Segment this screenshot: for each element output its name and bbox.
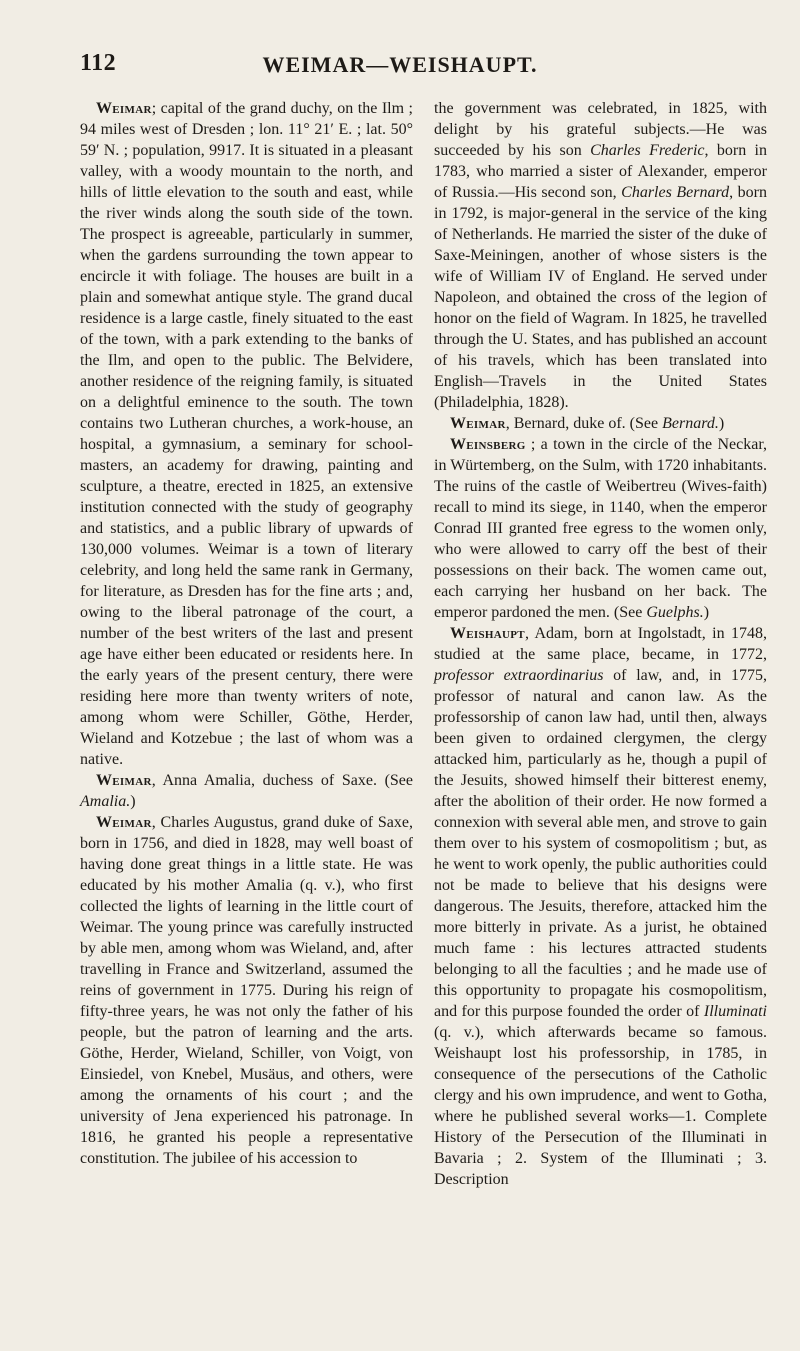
italic-reference: professor extraordinarius (434, 667, 604, 684)
page-header (0, 50, 800, 82)
entry-headword: Weimar (450, 415, 506, 432)
encyclopedia-entry (80, 770, 413, 812)
italic-reference: Charles Frederic (590, 142, 705, 159)
entry-text: of law, and, in 1775, professor of natural and canon law. As the professorship of canon law had, until then, always been given to ordained clergymen, the clergy attacked him, particularly as he, though a pupil of the Jesuits, showed himself their bitterest enemy, after the abolition of their order. He now formed a connexion with several able men, and strove to gain them over to his system of cosmopolitism ; but, as he went to work openly, the public authorities could not be made to believe that his designs were dangerous. The Jesuits, therefore, attacked him the more bitterly in private. As a jurist, he obtained much fame : his lectures attracted students belonging to all the faculties ; and he made use of this opportunity to propagate his cosmopolitism, and for this purpose founded the order of (434, 667, 767, 1020)
entry-text: , Bernard, duke of. (See (505, 415, 663, 432)
entry-headword: Weinsberg (450, 436, 526, 453)
right-column (434, 98, 767, 1190)
encyclopedia-entry (434, 434, 767, 623)
encyclopedia-entry (80, 98, 413, 770)
page-number: 112 (80, 50, 117, 76)
encyclopedia-entry (434, 623, 767, 1190)
running-head: WEIMAR—WEISHAUPT. (262, 52, 538, 77)
entry-text: ; capital of the grand duchy, on the Ilm ; 94 miles west of Dresden ; lon. 11° 21′ E. ; lat. 50° 59′ N. ; population, 9917. It is situated in a pleasant valley, with a woody mountain to the north, and hills of little elevation to the south and east, while the river winds along the south side of the town. The prospect is agreeable, particularly in summer, when the gardens surrounding the town appear to encircle it with foliage. The houses are built in a plain and somewhat antique style. The grand ducal residence is a large castle, finely situated to the east of the town, with a park extending to the banks of the Ilm, and open to the public. The Belvidere, another residence of the reigning family, is situated on a delightful eminence to the south. The town contains two Lutheran churches, a work-house, an hospital, a gymnasium, a seminary for school-masters, an academy for drawing, painting and sculpture, a theatre, erected in 1825, an extensive institution connected with the study of geography and statistics, and a public library of upwards of 130,000 volumes. Weimar is a town of literary celebrity, and long held the same rank in Germany, for literature, as Dresden has for the fine arts ; and, owing to the liberal patronage of the court, a number of the best writers of the last and present age have either been educated or residents here. In the early years of the present century, there were residing here more than twenty writers of note, among whom were Schiller, Göthe, Herder, Wieland and Kotzebue ; the last of whom was a native. (80, 100, 413, 768)
italic-reference: Illuminati (703, 1003, 767, 1020)
entry-headword: Weimar (96, 772, 152, 789)
entry-text: , Anna Amalia, duchess of Saxe. (See (151, 772, 413, 789)
entry-text: ; a town in the circle of the Neckar, in Würtemberg, on the Sulm, with 1720 inhabitants. The ruins of the castle of Weibertreu (Wives-faith) recall to mind its siege, in 1140, when the emperor Conrad III granted free egress to the women only, who were allowed to carry off the best of their possessions on their back. The women came out, each carrying her husband on her back. The emperor pardoned the men. (See (434, 436, 767, 621)
italic-reference: Charles Bernard (621, 184, 730, 201)
entry-text: , born in 1792, is major-general in the service of the king of Netherlands. He married the sister of the duke of Saxe-Meiningen, another of whose sisters is the wife of William IV of England. He served under Napoleon, and obtained the cross of the legion of honor on the field of Wagram. In 1825, he travelled through the U. States, and has published an account of his travels, which has been translated into English—Travels in the United States (Philadelphia, 1828). (434, 184, 767, 411)
encyclopedia-entry (80, 812, 413, 1169)
italic-reference: Bernard. (662, 415, 719, 432)
entry-text: , born in 1783, who married a sister of Alexander, emperor of Russia.—His second son, (434, 142, 767, 201)
italic-reference: Amalia. (80, 793, 131, 810)
entry-headword: Weimar (96, 814, 152, 831)
entry-text: ) (718, 415, 725, 432)
entry-text: (q. v.), which afterwards became so famous. Weishaupt lost his professorship, in 1785, in consequence of the persecutions of the Catholic clergy and his own imprudence, and went to Gotha, where he published several works—1. Complete History of the Persecution of the Illuminati in Bavaria ; 2. System of the Illuminati ; 3. Description (434, 1024, 767, 1188)
entry-text: ) (130, 793, 136, 810)
left-column (80, 98, 413, 1169)
italic-reference: Guelphs. (646, 604, 704, 621)
encyclopedia-entry (434, 98, 767, 413)
encyclopedia-entry (434, 413, 767, 434)
entry-text: ) (703, 604, 710, 621)
entry-headword: Weimar (96, 100, 152, 117)
entry-headword: Weishaupt (450, 625, 525, 642)
entry-text: , Adam, born at Ingolstadt, in 1748, studied at the same place, became, in 1772, (434, 625, 767, 663)
entry-text: , Charles Augustus, grand duke of Saxe, born in 1756, and died in 1828, may well boast of having done great things in a little state. He was educated by his mother Amalia (q. v.), who first collected the lights of learning in the little court of Weimar. The young prince was carefully instructed by able men, among whom was Wieland, and, after travelling in France and Switzerland, assumed the reins of government in 1775. During his reign of fifty-three years, he was not only the father of his people, but the patron of learning and the arts. Göthe, Herder, Wieland, Schiller, von Voigt, von Einsiedel, von Knebel, Musäus, and others, were among the ornaments of his court ; and the university of Jena experienced his patronage. In 1816, he granted his people a representative constitution. The jubilee of his accession to (80, 814, 413, 1167)
entry-text: the government was celebrated, in 1825, with delight by his grateful subjects.—He was succeeded by his son (434, 100, 767, 159)
